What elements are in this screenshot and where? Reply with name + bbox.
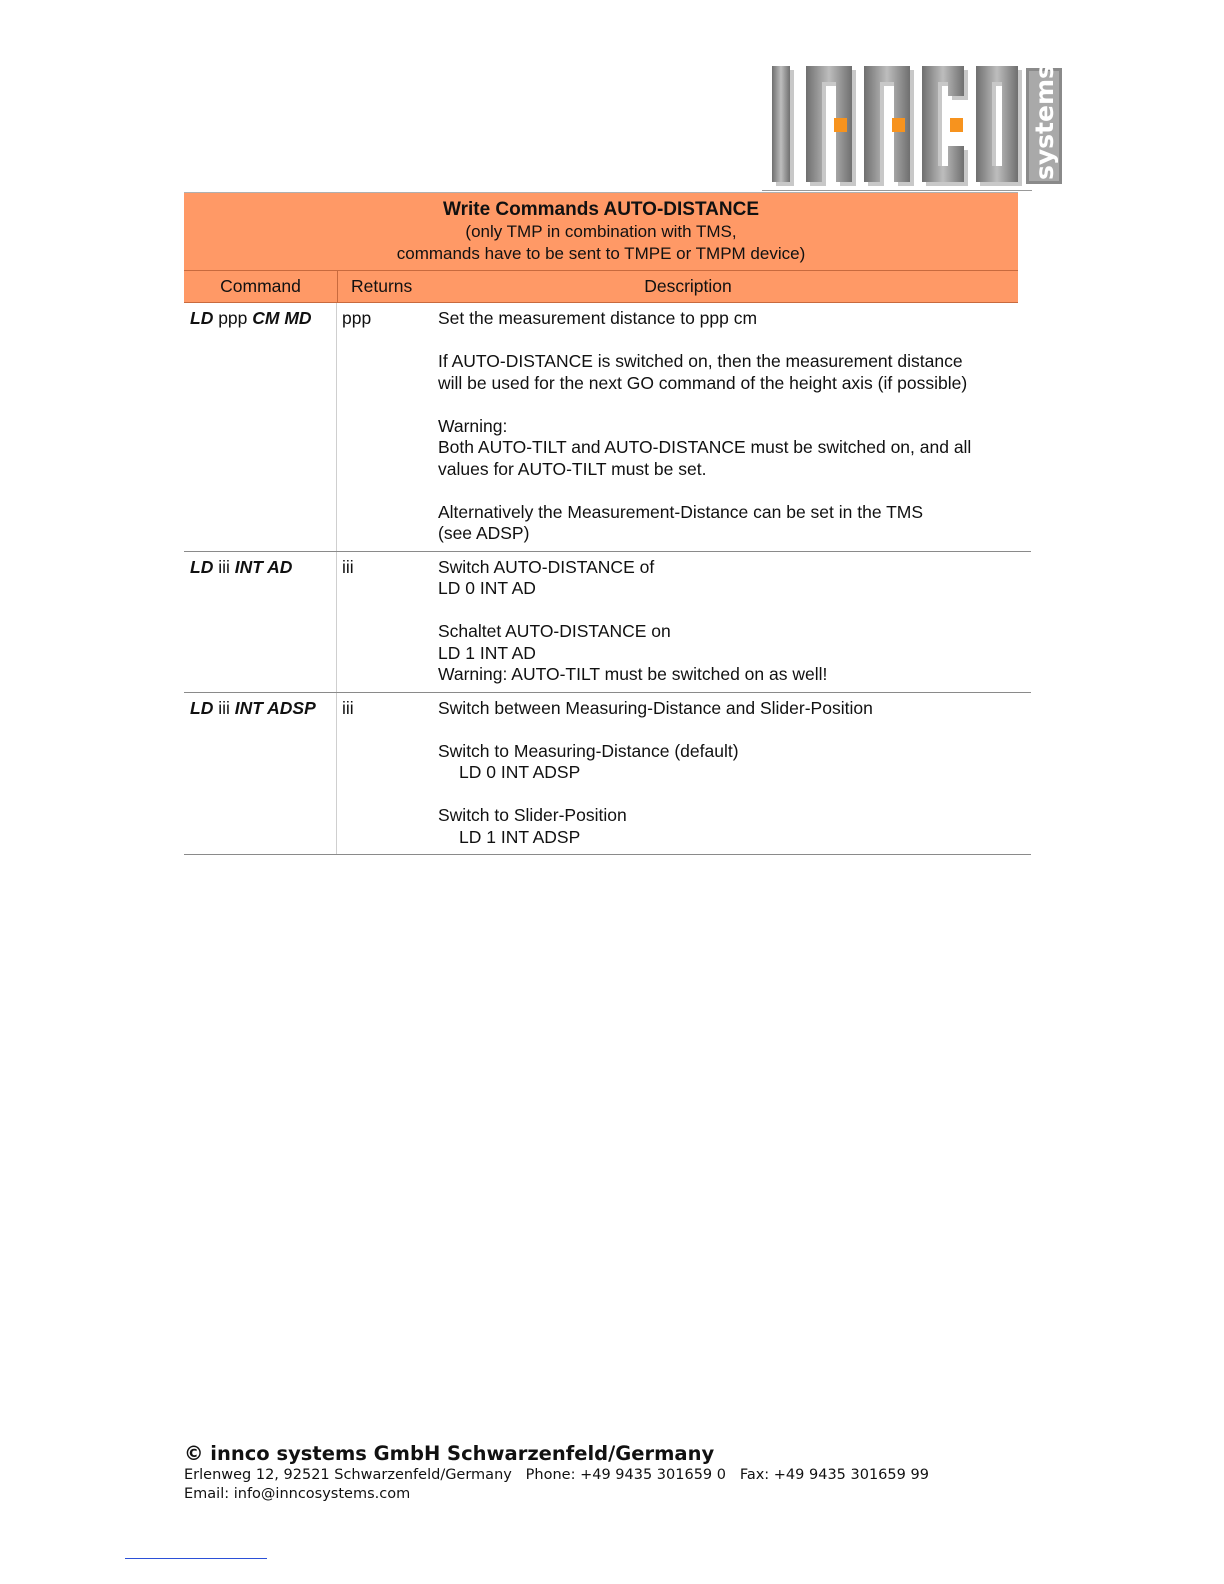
column-header-returns: Returns xyxy=(351,276,413,296)
footer-address: Erlenweg 12, 92521 Schwarzenfeld/Germany Phone: +49 9435 301659 0 Fax: +49 9435 301659 99 xyxy=(184,1467,929,1483)
command-keyword: INT AD xyxy=(234,556,293,577)
description-line: values for AUTO-TILT must be set. xyxy=(438,458,707,479)
description-cell xyxy=(438,552,1031,692)
returns-cell: ppp xyxy=(342,308,372,328)
column-header-command: Command xyxy=(184,271,338,302)
description-line: Switch to Measuring-Distance (default) xyxy=(438,740,739,761)
description-line: (see ADSP) xyxy=(438,523,530,543)
description-line: Alternatively the Measurement-Distance can be set in the TMS xyxy=(438,501,924,522)
logo-tagline: systems xyxy=(1030,64,1059,180)
description-line: Switch to Slider-Position xyxy=(438,805,627,825)
description-line: Warning: xyxy=(438,415,508,436)
command-param: iii xyxy=(213,697,235,718)
returns-cell: iii xyxy=(342,556,354,577)
table-subtitle: (only TMP in combination with TMS, xyxy=(465,222,737,241)
description-cell xyxy=(438,303,1031,551)
column-header-description: Description xyxy=(644,276,732,296)
command-keyword: CM MD xyxy=(252,308,312,328)
description-line: LD 0 INT ADSP xyxy=(459,762,581,782)
table-subtitle: commands have to be sent to TMPE or TMPM device) xyxy=(396,244,806,263)
logo-divider xyxy=(762,190,1032,191)
description-line: If AUTO-DISTANCE is switched on, then the measurement distance xyxy=(438,351,963,371)
table-row xyxy=(184,552,1031,693)
footer-link-underline xyxy=(125,1558,267,1559)
description-line: LD 1 INT ADSP xyxy=(459,826,581,847)
description-line: LD 0 INT AD xyxy=(438,578,536,598)
description-line: Switch between Measuring-Distance and Slider-Position xyxy=(438,697,873,718)
description-line: Switch AUTO-DISTANCE of xyxy=(438,556,655,577)
table-title: Write Commands AUTO-DISTANCE xyxy=(443,199,759,220)
page-footer xyxy=(184,1442,1084,1504)
footer-email[interactable]: Email: info@inncosystems.com xyxy=(184,1486,411,1502)
innco-systems-logo xyxy=(770,62,1070,192)
command-keyword: LD xyxy=(190,556,214,577)
description-line: Set the measurement distance to ppp cm xyxy=(438,308,758,328)
description-line: Warning: AUTO-TILT must be switched on as well! xyxy=(438,664,828,684)
description-line: Both AUTO-TILT and AUTO-DISTANCE must be switched on, and all xyxy=(438,437,972,457)
command-cell xyxy=(184,693,337,855)
command-cell xyxy=(184,303,337,551)
table-row xyxy=(184,693,1031,856)
table-header-row xyxy=(184,270,1018,303)
description-line: LD 1 INT AD xyxy=(438,642,536,663)
command-keyword: LD xyxy=(190,308,214,328)
command-keyword: INT ADSP xyxy=(234,697,316,718)
write-commands-table xyxy=(184,192,1031,855)
description-cell xyxy=(438,693,1031,855)
table-row xyxy=(184,303,1031,552)
description-line: will be used for the next GO command of the height axis (if possible) xyxy=(438,372,968,393)
description-line: Schaltet AUTO-DISTANCE on xyxy=(438,621,671,641)
command-keyword: LD xyxy=(190,697,214,718)
command-param: iii xyxy=(213,556,235,577)
footer-copyright: © innco systems GmbH Schwarzenfeld/Germany xyxy=(184,1442,715,1465)
returns-cell: iii xyxy=(342,697,354,718)
command-param: ppp xyxy=(213,308,253,328)
table-title-block xyxy=(184,192,1018,270)
logo-graphic xyxy=(770,62,1070,192)
command-cell xyxy=(184,552,337,692)
